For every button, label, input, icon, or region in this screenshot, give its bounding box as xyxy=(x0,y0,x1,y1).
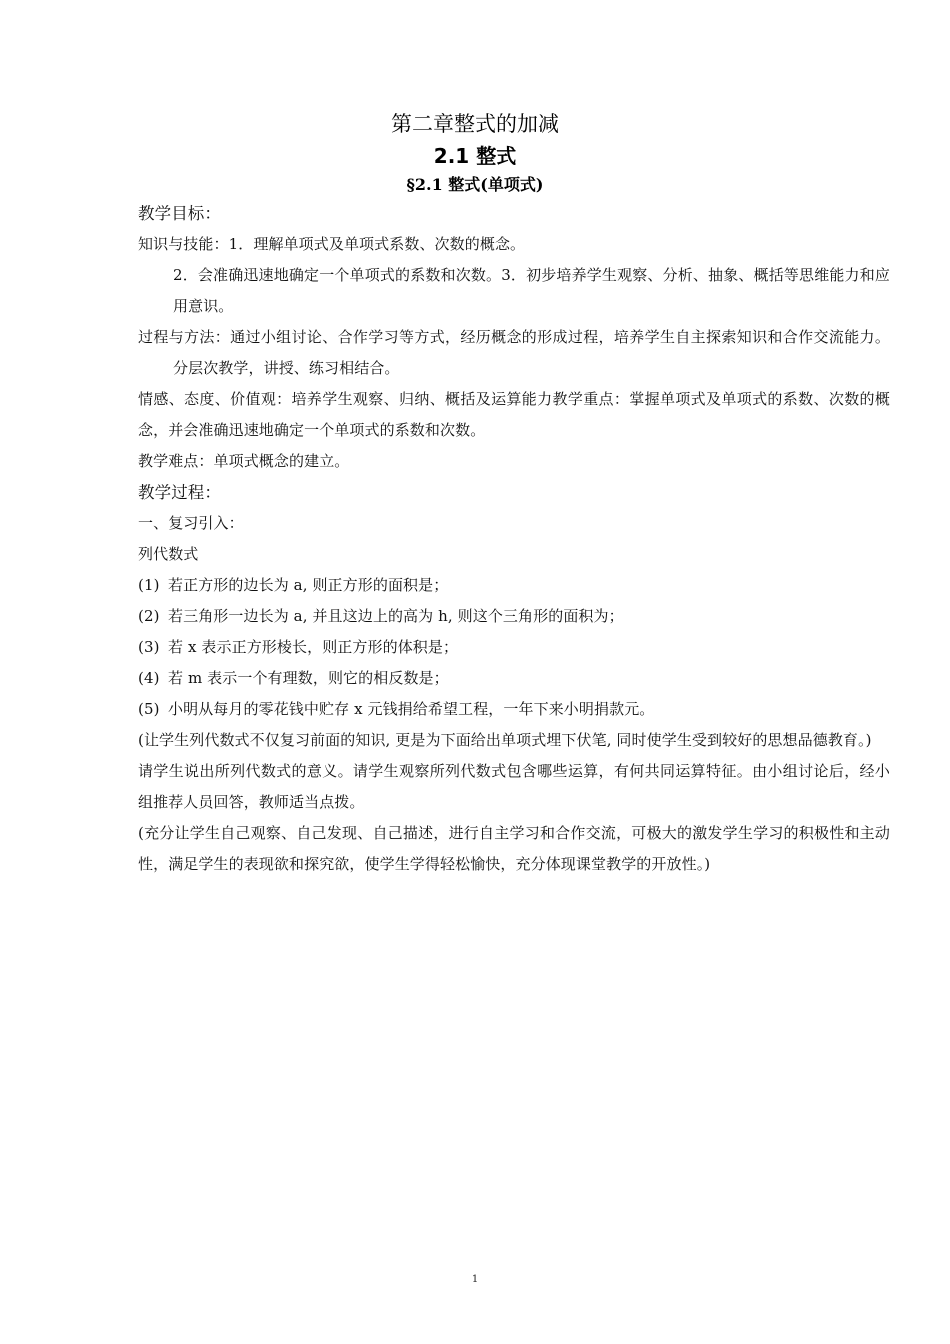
process-methods: 过程与方法：通过小组讨论、合作学习等方式，经历概念的形成过程，培养学生自主探索知识和合作交流能力。分层次教学，讲授、练习相结合。 xyxy=(138,328,890,377)
goals-heading: 教学目标： xyxy=(138,204,221,223)
item-text: 若 m 表示一个有理数，则它的相反数是； xyxy=(168,669,449,687)
knowledge-skills-line2: 2．会准确迅速地确定一个单项式的系数和次数。3．初步培养学生观察、分析、抽象、概括等思维能力和应用意识。 xyxy=(173,266,890,315)
lesson-content xyxy=(138,198,890,880)
list-item xyxy=(138,694,890,725)
item-number: (2) xyxy=(138,607,160,625)
exercise-list xyxy=(138,570,890,725)
list-heading: 列代数式 xyxy=(138,545,199,563)
knowledge-skills-line1: 知识与技能：1．理解单项式及单项式系数、次数的概念。 xyxy=(138,235,526,253)
design-note-1: (让学生列代数式不仅复习前面的知识, 更是为下面给出单项式埋下伏笔, 同时使学生受到较好的思想品德教育。) xyxy=(138,731,872,749)
item-text: 若三角形一边长为 a, 并且这边上的高为 h, 则这个三角形的面积为； xyxy=(168,607,624,625)
emotion-values: 情感、态度、价值观：培养学生观察、归纳、概括及运算能力教学重点：掌握单项式及单项式的系数、次数的概念，并会准确迅速地确定一个单项式的系数和次数。 xyxy=(138,390,890,439)
list-item xyxy=(138,632,890,663)
item-text: 若正方形的边长为 a, 则正方形的面积是； xyxy=(168,576,449,594)
subsection-title: §2.1 整式(单项式) xyxy=(406,175,544,194)
list-item xyxy=(138,570,890,601)
design-note-2: (充分让学生自己观察、自己发现、自己描述，进行自主学习和合作交流，可极大的激发学生学习的积极性和主动性，满足学生的表现欲和探究欲，使学生学得轻松愉快，充分体现课堂教学的开放性。) xyxy=(138,824,890,873)
list-item xyxy=(138,663,890,694)
item-number: (4) xyxy=(138,669,160,687)
process-heading: 教学过程： xyxy=(138,483,221,502)
section-title: 2.1 整式 xyxy=(433,144,517,168)
review-heading: 一、复习引入： xyxy=(138,514,244,532)
item-text: 小明从每月的零花钱中贮存 x 元钱捐给希望工程，一年下来小明捐款元。 xyxy=(168,700,655,718)
item-number: (5) xyxy=(138,700,160,718)
item-text: 若 x 表示正方形棱长，则正方形的体积是； xyxy=(168,638,459,656)
list-item xyxy=(138,601,890,632)
teaching-difficulty: 教学难点：单项式概念的建立。 xyxy=(138,452,350,470)
chapter-title: 第二章整式的加减 xyxy=(391,112,559,136)
item-number: (1) xyxy=(138,576,160,594)
page-number: 1 xyxy=(471,1274,479,1285)
item-number: (3) xyxy=(138,638,160,656)
discussion-paragraph: 请学生说出所列代数式的意义。请学生观察所列代数式包含哪些运算，有何共同运算特征。由小组讨论后，经小组推荐人员回答，教师适当点拨。 xyxy=(138,762,890,811)
